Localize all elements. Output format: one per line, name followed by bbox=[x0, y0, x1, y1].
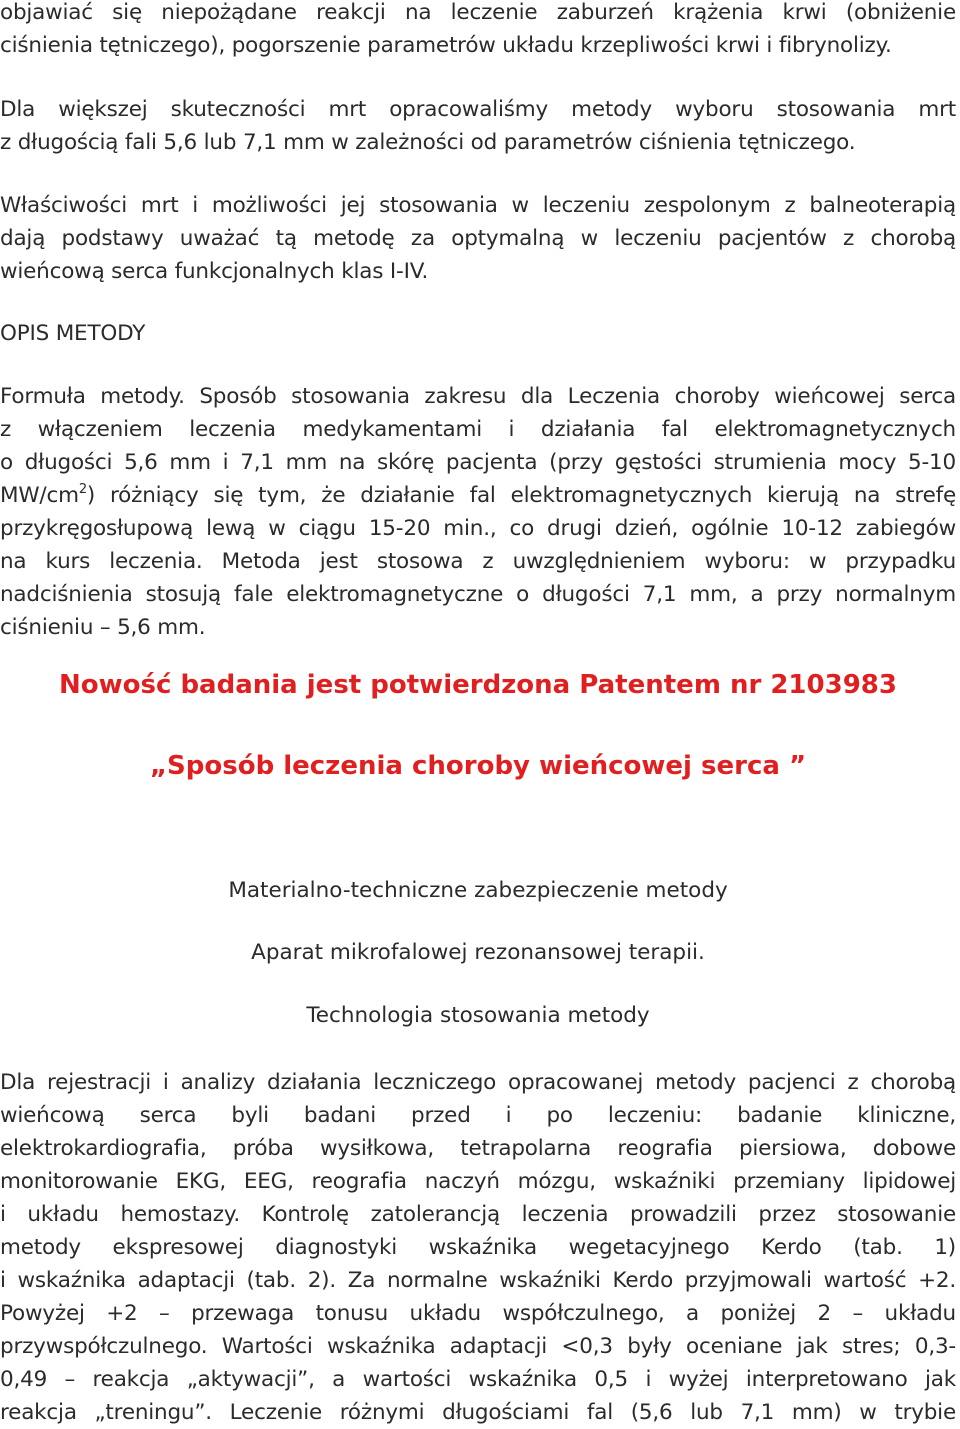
text-line: objawiać się niepożądane reakcji na leczenie zaburzeń krążenia krwi (obniżenie bbox=[0, 0, 956, 25]
superscript: 2 bbox=[78, 482, 87, 497]
section-heading-apparatus: Aparat mikrofalowej rezonansowej terapii. bbox=[251, 940, 705, 965]
text-line: i wskaźnika adaptacji (tab. 2). Za normalne wskaźniki Kerdo przyjmowali wartość +2. bbox=[0, 1268, 956, 1293]
text-line: o długości 5,6 mm i 7,1 mm na skórę pacjenta (przy gęstości strumienia mocy 5-10 bbox=[0, 450, 956, 475]
text-line: Formuła metody. Sposób stosowania zakresu dla Leczenia choroby wieńcowej serca bbox=[0, 384, 956, 409]
patent-heading: Nowość badania jest potwierdzona Patentem nr 2103983 bbox=[59, 670, 897, 700]
paragraph-method-selection bbox=[0, 93, 956, 159]
text-line: na kurs leczenia. Metoda jest stosowa z uwzględnieniem wyboru: w przypadku bbox=[0, 549, 956, 574]
paragraph-method-formula bbox=[0, 380, 956, 644]
text-line: monitorowanie EKG, EEG, reografia naczyń mózgu, wskaźniki przemiany lipidowej bbox=[0, 1169, 956, 1194]
text-line: przykręgosłupową lewą w ciągu 15-20 min., co drugi dzień, ogólnie 10-12 zabiegów bbox=[0, 516, 956, 541]
text-line: 0,49 – reakcja „aktywacji”, a wartości wskaźnika 0,5 i wyżej interpretowano jak bbox=[0, 1367, 956, 1392]
text-line: ciśnienia tętniczego), pogorszenie parametrów układu krzepliwości krwi i fibrynolizy. bbox=[0, 33, 892, 58]
text-line: dają podstawy uważać tą metodę za optymalną w leczeniu pacjentów z chorobą bbox=[0, 226, 956, 251]
text-line: Powyżej +2 – przewaga tonusu układu współczulnego, a poniżej 2 – układu bbox=[0, 1301, 956, 1326]
text-line: z włączeniem leczenia medykamentami i działania fal elektromagnetycznych bbox=[0, 417, 956, 442]
text-line: nadciśnienia stosują fale elektromagnetyczne o długości 7,1 mm, a przy normalnym bbox=[0, 582, 956, 607]
text-line: i układu hemostazy. Kontrolę zatolerancją leczenia prowadzili przez stosowanie bbox=[0, 1202, 956, 1227]
text-line: wieńcową serca funkcjonalnych klas I-IV. bbox=[0, 259, 429, 284]
text-line: ciśnieniu – 5,6 mm. bbox=[0, 615, 206, 640]
section-heading-opis bbox=[0, 317, 956, 350]
text-line bbox=[0, 479, 956, 512]
text-line: elektrokardiografia, próba wysiłkowa, tetrapolarna reografia piersiowa, dobowe bbox=[0, 1136, 956, 1161]
section-heading-technology: Technologia stosowania metody bbox=[306, 1003, 650, 1028]
text-line: reakcja „treningu”. Leczenie różnymi długościami fal (5,6 lub 7,1 mm) w trybie bbox=[0, 1400, 956, 1425]
text-line: Dla większej skuteczności mrt opracowaliśmy metody wyboru stosowania mrt bbox=[0, 97, 956, 122]
text-line: z długością fali 5,6 lub 7,1 mm w zależności od parametrów ciśnienia tętniczego. bbox=[0, 130, 856, 155]
text-line: metody ekspresowej diagnostyki wskaźnika wegetacyjnego Kerdo (tab. 1) bbox=[0, 1235, 956, 1260]
patent-title: „Sposób leczenia choroby wieńcowej serca ” bbox=[149, 751, 807, 781]
paragraph-registration bbox=[0, 1066, 956, 1429]
text-line: Dla rejestracji i analizy działania leczniczego opracowanej metody pacjenci z chorobą bbox=[0, 1070, 956, 1095]
unit-text: MW/cm bbox=[0, 483, 79, 508]
text-fragment: ) różniący się tym, że działanie fal elektromagnetycznych kierują na strefę bbox=[86, 483, 956, 508]
text-line: wieńcową serca byli badani przed i po leczeniu: badanie kliniczne, bbox=[0, 1103, 956, 1128]
section-heading-materials: Materialno-techniczne zabezpieczenie metody bbox=[228, 878, 728, 903]
text-line: przywspółczulnego. Wartości wskaźnika adaptacji <0,3 były oceniane jak stres; 0,3- bbox=[0, 1334, 956, 1359]
paragraph-side-effects bbox=[0, 0, 956, 62]
text-line: Właściwości mrt i możliwości jej stosowania w leczeniu zespolonym z balneoterapią bbox=[0, 193, 956, 218]
paragraph-properties bbox=[0, 189, 956, 288]
heading-text: OPIS METODY bbox=[0, 321, 146, 346]
